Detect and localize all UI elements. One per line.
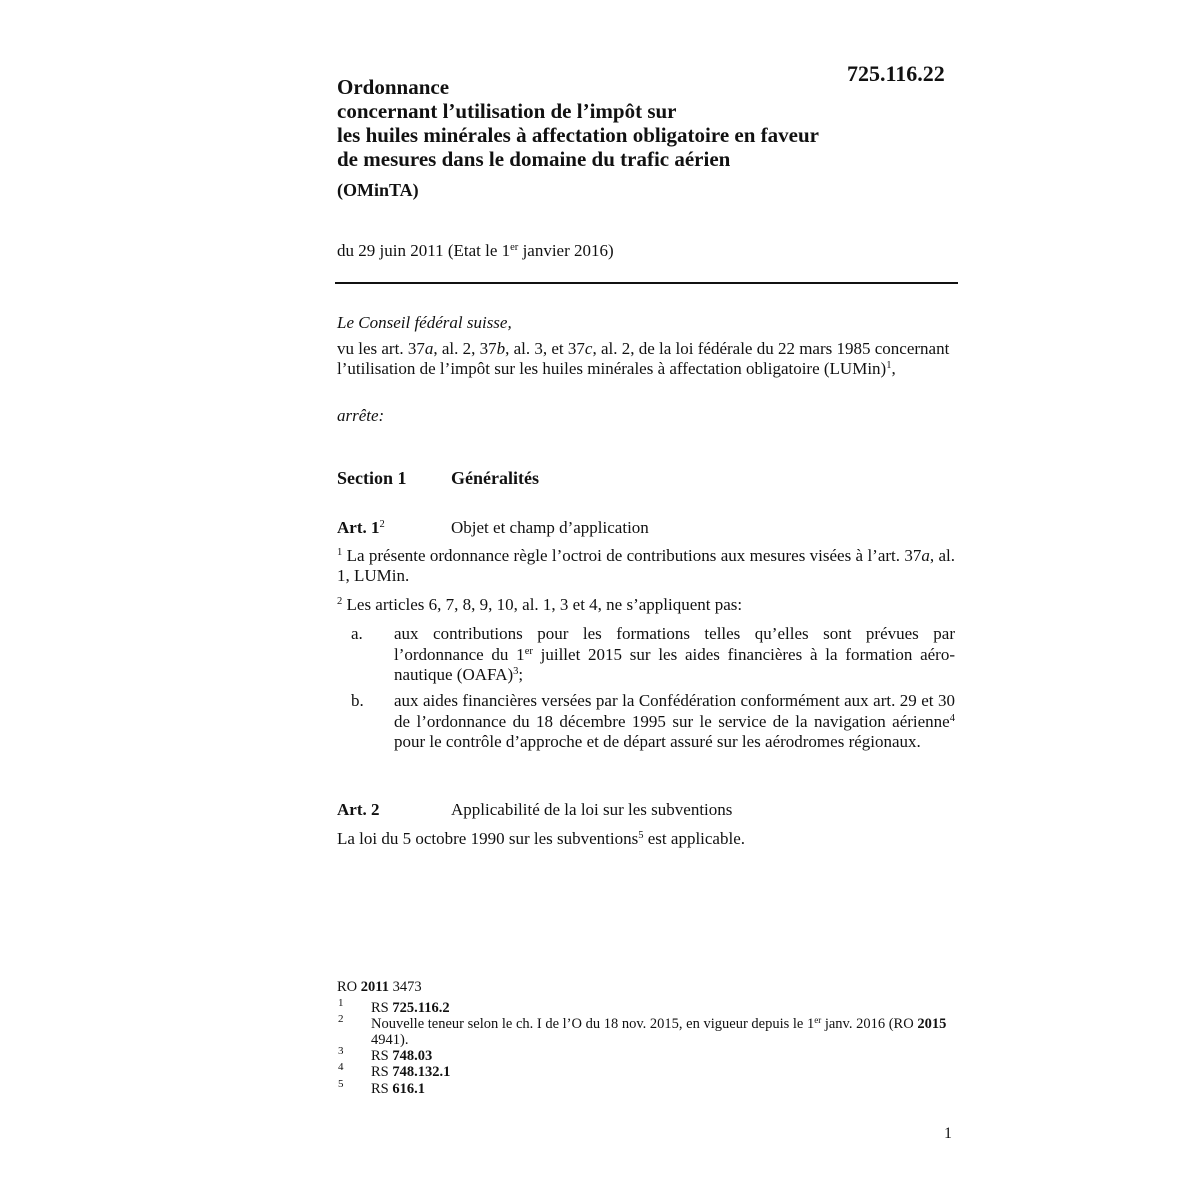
title-line: de mesures dans le domaine du trafic aérien (337, 147, 731, 171)
footnote-2 (371, 1016, 961, 1048)
footnote-number: 4 (338, 1061, 344, 1073)
footnote-ref[interactable]: 3 (513, 666, 519, 678)
list-item-text: aux contributions pour les formations telles qu’elles sont prévues par l’ordonnance du 1 (394, 624, 955, 664)
footnote-year: 2015 (917, 1016, 947, 1032)
list-item-letter: a. (351, 624, 363, 643)
list-item-text: juillet 2015 sur les aides financières à la formation aéronautique (OAFA) (394, 644, 955, 684)
footnote-1 (371, 1000, 961, 1016)
footnote-link[interactable]: 748.132.1 (392, 1064, 451, 1080)
footnote-number: 5 (338, 1078, 344, 1090)
footnote-text: RS (371, 1048, 393, 1064)
date-text: du 29 juin 2011 (Etat le 1 (337, 241, 511, 260)
ordinance-date (337, 241, 614, 261)
paragraph-text: , al. 1, LUMin. (337, 546, 955, 585)
paragraph-text: est applicable. (643, 829, 746, 848)
footnote-text: RS (371, 1064, 393, 1080)
ordinance-abbreviation: (OMinTA) (337, 180, 419, 200)
paragraph-text: La présente ordonnance règle l’octroi de contributions aux mesures visées à l’art. 37 (342, 546, 922, 565)
preamble-authority: Le Conseil fédéral suisse, (337, 313, 512, 332)
list-item (394, 691, 955, 753)
official-compilation-ref (337, 979, 422, 995)
header-divider (335, 282, 958, 284)
paragraph-letter: a (921, 546, 930, 565)
footnote-ref[interactable]: 1 (886, 360, 892, 372)
title-line: Ordonnance (337, 75, 450, 99)
basis-letter: b (496, 339, 506, 358)
footnote-5 (371, 1081, 961, 1097)
list-item-text: aux aides financières versées par la Confédération conformément aux art. 29 et 30 de l’ordonnance du 18 décembre 1995 sur le service de la navigation aérienne (394, 691, 955, 731)
basis-text: vu les art. 37 (337, 339, 425, 358)
ro-year: 2011 (360, 979, 389, 995)
page-number: 1 (944, 1125, 952, 1142)
article-2-title: Applicabilité de la loi sur les subventions (451, 800, 733, 819)
date-superscript: er (524, 645, 533, 657)
footnote-link[interactable]: 616.1 (392, 1081, 425, 1097)
preamble-decree: arrête: (337, 406, 385, 425)
basis-text: , (891, 359, 896, 378)
basis-text: , al. 2, de la loi fédérale du 22 mars 1985 concernant l’utilisation de l’impôt sur les huiles minérales à affectation obligatoire (LUMin) (337, 339, 950, 378)
ordinance-title (337, 75, 937, 171)
basis-text: , al. 2, 37 (433, 339, 497, 358)
footnote-4 (371, 1064, 961, 1080)
footnote-text: RS (371, 1081, 393, 1097)
date-text-end: janvier 2016) (518, 241, 614, 260)
footnote-ref[interactable]: 5 (638, 830, 644, 842)
article-2-text (337, 829, 955, 849)
footnote-text: Nouvelle teneur selon le ch. I de l’O du 18 nov. 2015, en vigueur depuis le 1 (371, 1016, 815, 1032)
footnote-link[interactable]: 725.116.2 (392, 1000, 450, 1016)
title-line: concernant l’utilisation de l’impôt sur (337, 99, 677, 123)
footnote-text: RS (371, 1000, 393, 1016)
list-item-text: pour le contrôle d’approche et de départ assuré sur les aérodromes régionaux. (394, 732, 921, 751)
article-2-label: Art. 2 (337, 800, 380, 819)
footnote-link[interactable]: 748.03 (392, 1048, 433, 1064)
footnote-number: 2 (338, 1013, 344, 1025)
basis-letter: a (424, 339, 434, 358)
paragraph-text: Les articles 6, 7, 8, 9, 10, al. 1, 3 et 4, ne s’appliquent pas: (342, 595, 743, 614)
date-superscript: er (510, 242, 519, 254)
article-1-title: Objet et champ d’application (451, 518, 649, 537)
list-item-text: ; (518, 665, 524, 684)
sr-number: 725.116.22 (847, 61, 945, 86)
paragraph-number: 1 (337, 547, 343, 559)
preamble-legal-basis (337, 339, 955, 379)
basis-letter: c (584, 339, 593, 358)
list-item (394, 624, 955, 686)
ro-label: RO (337, 979, 361, 995)
paragraph-number: 2 (337, 596, 343, 608)
footnote-ref[interactable]: 4 (949, 712, 955, 724)
section-title: Généralités (451, 468, 539, 488)
footnote-number: 1 (338, 997, 344, 1009)
footnote-number: 3 (338, 1045, 344, 1057)
section-label: Section 1 (337, 468, 407, 488)
basis-text: , al. 3, et 37 (505, 339, 585, 358)
article-1-paragraph-1 (337, 546, 955, 586)
article-1-paragraph-2 (337, 595, 955, 615)
footnote-text: janv. 2016 (RO (821, 1016, 918, 1032)
footnote-3 (371, 1048, 961, 1064)
footnote-text: 4941). (371, 1032, 409, 1048)
title-line: les huiles minérales à affectation obligatoire en faveur (337, 123, 819, 147)
date-superscript: er (814, 1015, 822, 1026)
ro-page: 3473 (388, 979, 422, 995)
paragraph-text: La loi du 5 octobre 1990 sur les subventions (337, 829, 639, 848)
list-item-letter: b. (351, 691, 364, 710)
article-1-label (337, 518, 385, 538)
article-label-text: Art. 1 (337, 518, 380, 537)
footnote-ref[interactable]: 2 (379, 519, 385, 531)
